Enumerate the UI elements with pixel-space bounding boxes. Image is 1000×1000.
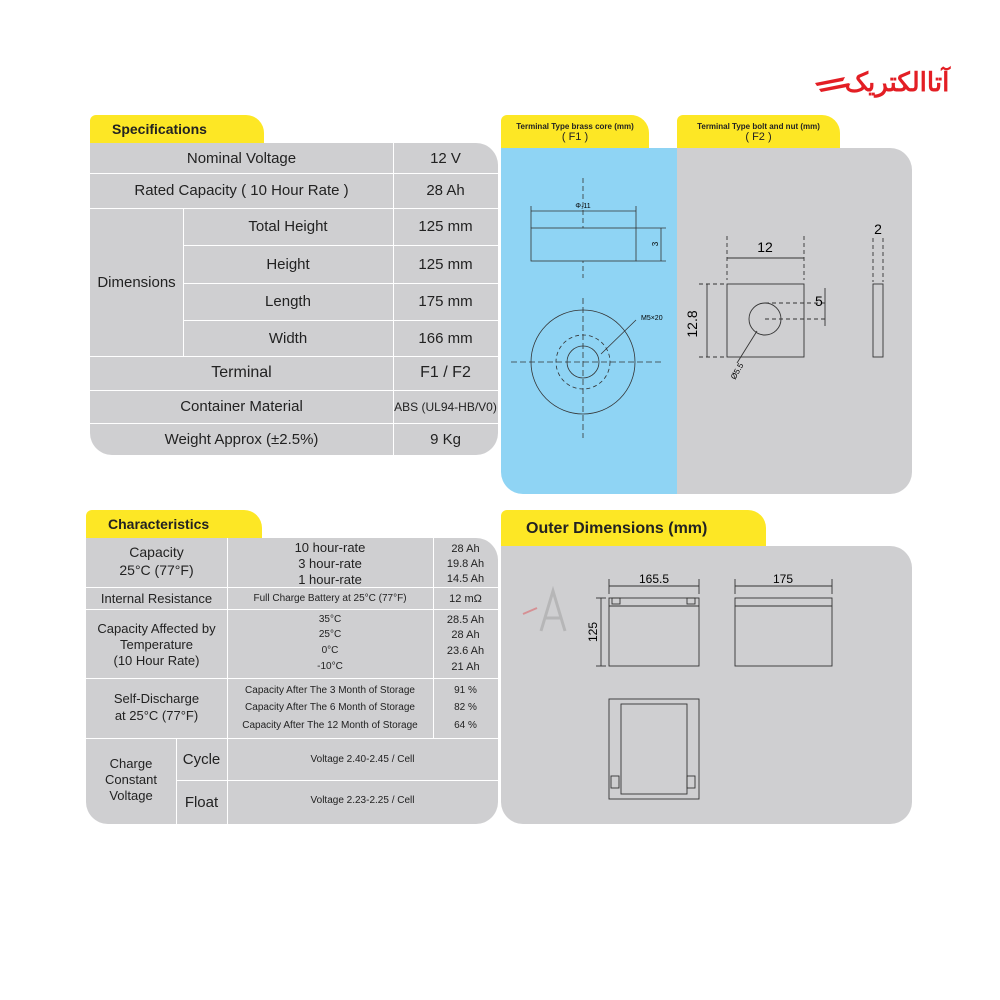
outer-width-label: 165.5: [638, 572, 670, 586]
internal-resistance-value: 12 mΩ: [449, 592, 482, 605]
temp-value-4: 21 Ah: [451, 660, 480, 673]
temp-4: -10°C: [317, 661, 343, 672]
f2-width-label: 12: [757, 239, 773, 255]
rated-capacity-label: Rated Capacity ( 10 Hour Rate ): [134, 182, 349, 199]
temp-value-3: 23.6 Ah: [446, 644, 485, 657]
self-discharge-cond-2: Capacity After The 6 Month of Storage: [245, 702, 415, 713]
outer-dimensions-drawing: [501, 546, 912, 824]
capacity-rate-1: 10 hour-rate: [294, 540, 366, 555]
internal-resistance-label: Internal Resistance: [100, 591, 213, 606]
terminal-f2-code: ( F2 ): [745, 131, 772, 143]
watermark-logo-icon: [523, 591, 565, 631]
capacity-rate-3: 1 hour-rate: [298, 572, 362, 587]
float-voltage: Voltage 2.23-2.25 / Cell: [310, 794, 415, 806]
self-discharge-cond-3: Capacity After The 12 Month of Storage: [242, 719, 418, 731]
terminal-f2-tab: [677, 115, 840, 148]
outer-dimensions-tab: [501, 510, 766, 546]
f1-dia-label: Φ₁11: [575, 203, 591, 210]
total-height-value: 125 mm: [418, 218, 473, 235]
capacity-value-1: 28 Ah: [451, 543, 480, 555]
capacity-label: Capacity: [129, 544, 184, 560]
container-value: ABS (UL94-HB/V0): [394, 399, 497, 414]
f2-thickness-label: 2: [874, 221, 882, 237]
weight-label: Weight Approx (±2.5%): [164, 430, 319, 448]
f2-hole-label: Ø5.5: [728, 361, 746, 381]
characteristics-tab: [86, 510, 262, 538]
weight-value: 9 Kg: [430, 430, 461, 448]
self-discharge-cond-1: Capacity After The 3 Month of Storage: [245, 685, 415, 696]
terminal-f2-drawing: [677, 148, 912, 494]
temp-value-2: 28 Ah: [451, 628, 480, 641]
f1-height-label: 3: [651, 241, 660, 247]
cycle-voltage: Voltage 2.40-2.45 / Cell: [310, 753, 415, 765]
dimensions-label: Dimensions: [97, 273, 176, 291]
length-value: 175 mm: [418, 293, 473, 310]
temp-label-1: Capacity Affected by: [97, 620, 216, 636]
self-discharge-value-2: 82 %: [454, 702, 477, 713]
nominal-voltage-value: 12 V: [430, 149, 461, 167]
container-label: Container Material: [180, 398, 303, 415]
rated-capacity-value: 28 Ah: [426, 182, 465, 199]
temp-label-3: (10 Hour Rate): [113, 652, 200, 668]
temp-2: 25°C: [318, 629, 342, 640]
logo-text: آتاالکتریک: [844, 67, 950, 97]
height-value: 125 mm: [418, 255, 473, 273]
float-label: Float: [184, 793, 219, 811]
self-discharge-value-3: 64 %: [454, 719, 477, 731]
temp-1: 35°C: [318, 614, 342, 625]
brand-logo: [805, 55, 955, 107]
charge-label-3: Voltage: [109, 787, 153, 803]
total-height-label: Total Height: [248, 218, 328, 235]
outer-length-label: 175: [772, 572, 794, 586]
terminal-f1-title: Terminal Type brass core (mm): [516, 122, 634, 131]
f2-offset-label: 5: [815, 293, 823, 309]
length-label: Length: [265, 293, 311, 310]
specs-title: Specifications: [112, 121, 207, 137]
self-discharge-value-1: 91 %: [454, 685, 477, 696]
width-value: 166 mm: [418, 329, 473, 347]
internal-resistance-cond: Full Charge Battery at 25°C (77°F): [253, 593, 407, 604]
terminal-f2-title: Terminal Type bolt and nut (mm): [697, 122, 820, 131]
characteristics-title: Characteristics: [108, 516, 210, 532]
cycle-label: Cycle: [182, 750, 221, 768]
f1-bolt-label: M5×20: [641, 315, 663, 322]
terminal-f1-drawing: [501, 148, 677, 494]
self-discharge-label-1: Self-Discharge: [113, 690, 200, 706]
outer-height-label: 125: [586, 621, 600, 643]
temp-3: 0°C: [321, 645, 339, 656]
self-discharge-label-2: at 25°C (77°F): [114, 707, 199, 723]
terminal-value: F1 / F2: [420, 364, 471, 381]
nominal-voltage-label: Nominal Voltage: [186, 149, 297, 167]
specs-tab: [90, 115, 264, 143]
charge-label-1: Charge: [109, 755, 153, 771]
temp-label-2: Temperature: [120, 636, 193, 652]
capacity-temp-label: 25°C (77°F): [119, 562, 194, 578]
height-label: Height: [266, 255, 310, 273]
f2-height-label: 12.8: [684, 310, 700, 338]
capacity-value-2: 19.8 Ah: [446, 558, 485, 570]
terminal-f1-tab: [501, 115, 649, 148]
outer-dimensions-title: Outer Dimensions (mm): [526, 520, 708, 537]
width-label: Width: [268, 329, 308, 347]
capacity-value-3: 14.5 Ah: [446, 573, 485, 585]
temp-value-1: 28.5 Ah: [446, 613, 485, 626]
charge-label-2: Constant: [104, 771, 158, 787]
terminal-f1-code: ( F1 ): [561, 131, 589, 143]
capacity-rate-2: 3 hour-rate: [298, 556, 362, 571]
terminal-label: Terminal: [211, 364, 272, 381]
